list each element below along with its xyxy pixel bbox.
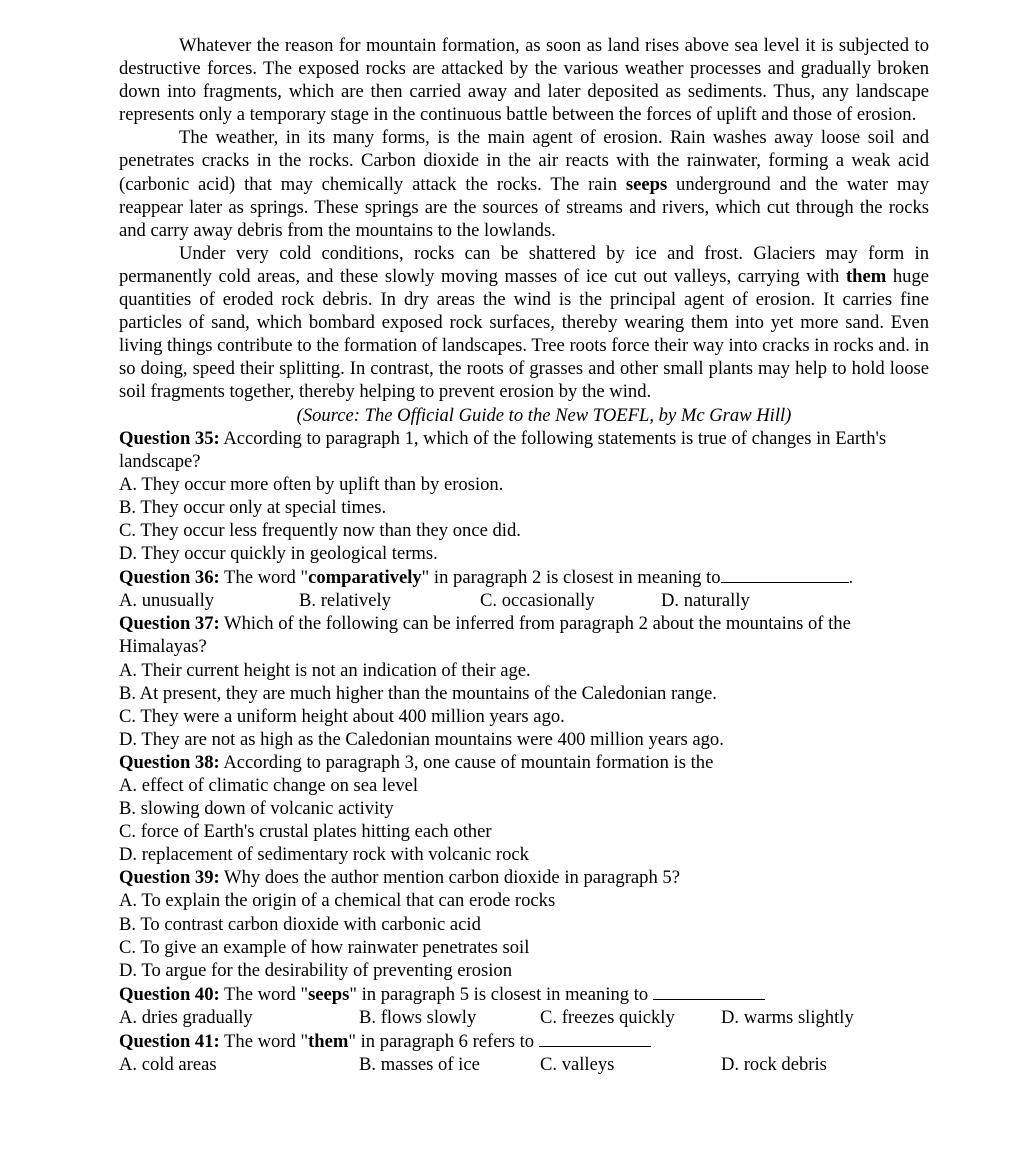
q41-option-c: C. valleys [540, 1054, 615, 1076]
keyword-them: them [845, 265, 887, 287]
paragraph-3: Under very cold conditions, rocks can be shattered by ice and frost. Glaciers may form in permanently cold areas, and these slowly moving masses of ice cut out valleys, carrying with them huge quantities of eroded rock debris. In dry areas the wind is the principal agent of erosion. It carries fine particles of sand, which bombard exposed rock surfaces, thereby wearing them into yet more sand. Even living things contribute to the formation of landscapes. Tree roots force their way into cracks in rocks and. in so doing, speed their splitting. In contrast, the roots of grasses and other small plants may help to hold loose soil fragments together, thereby helping to prevent erosion by the wind. [119, 242, 929, 403]
answer-blank [653, 982, 765, 1000]
question-36: Question 36: The word "comparatively" in paragraph 2 is closest in meaning to . [119, 567, 854, 589]
q39-option-c: C. To give an example of how rainwater penetrates soil [119, 936, 530, 958]
q36-option-b: B. relatively [299, 590, 391, 612]
q37-option-a: A. Their current height is not an indication of their age. [119, 659, 531, 681]
q39-option-a: A. To explain the origin of a chemical that can erode rocks [119, 890, 556, 912]
q40-option-c: C. freezes quickly [540, 1006, 675, 1028]
q41-option-a: A. cold areas [119, 1054, 217, 1076]
q38-option-b: B. slowing down of volcanic activity [119, 798, 394, 820]
q41-option-d: D. rock debris [721, 1054, 827, 1076]
q36-options [119, 589, 929, 612]
answer-blank [721, 565, 849, 583]
q40-options [119, 1006, 929, 1029]
question-40: Question 40: The word "seeps" in paragraph 5 is closest in meaning to [119, 982, 929, 1006]
paragraph-1: Whatever the reason for mountain formation, as soon as land rises above sea level it is subjected to destructive forces. The exposed rocks are attacked by the various weather processes and gradually broken down into fragments, which are then carried away and later deposited as sediments. Thus, any landscape represents only a temporary stage in the continuous battle between the forces of uplift and those of erosion. [119, 35, 929, 126]
q35-option-b: B. They occur only at special times. [119, 496, 387, 518]
paragraph-2: The weather, in its many forms, is the main agent of erosion. Rain washes away loose soil and penetrates cracks in the rocks. Carbon dioxide in the air reacts with the rainwater, forming a weak acid (carbonic acid) that may chemically attack the rocks. The rain seeps underground and the water may reappear later as springs. These springs are the sources of streams and rivers, which cut through the rocks and carry away debris from the mountains to the lowlands. [119, 127, 929, 241]
q38-option-c: C. force of Earth's crustal plates hitting each other [119, 821, 492, 843]
q36-option-a: A. unusually [119, 590, 215, 612]
q36-option-c: C. occasionally [480, 590, 595, 612]
q41-options [119, 1053, 929, 1076]
keyword-seeps: seeps [625, 173, 668, 195]
q40-option-d: D. warms slightly [721, 1006, 854, 1028]
q35-option-a: A. They occur more often by uplift than by erosion. [119, 473, 504, 495]
q37-option-c: C. They were a uniform height about 400 million years ago. [119, 705, 565, 727]
source-citation: (Source: The Official Guide to the New TOEFL, by Mc Graw Hill) [296, 404, 792, 426]
q40-option-a: A. dries gradually [119, 1006, 253, 1028]
q35-option-c: C. They occur less frequently now than they once did. [119, 519, 521, 541]
q39-option-b: B. To contrast carbon dioxide with carbonic acid [119, 913, 481, 935]
q38-option-d: D. replacement of sedimentary rock with volcanic rock [119, 844, 529, 866]
q40-option-b: B. flows slowly [359, 1006, 477, 1028]
answer-blank [539, 1029, 651, 1047]
question-38: Question 38: According to paragraph 3, one cause of mountain formation is the [119, 751, 714, 773]
document-page [119, 34, 929, 1076]
q35-option-d: D. They occur quickly in geological terms. [119, 543, 438, 565]
q39-option-d: D. To argue for the desirability of preventing erosion [119, 959, 513, 981]
question-41: Question 41: The word "them" in paragraph 6 refers to [119, 1029, 929, 1053]
q38-option-a: A. effect of climatic change on sea level [119, 775, 419, 796]
q41-option-b: B. masses of ice [359, 1054, 480, 1076]
question-35: Question 35: According to paragraph 1, which of the following statements is true of changes in Earth's landscape? [119, 427, 887, 472]
question-39: Question 39: Why does the author mention carbon dioxide in paragraph 5? [119, 867, 680, 889]
q37-option-d: D. They are not as high as the Caledonian mountains were 400 million years ago. [119, 728, 724, 750]
q37-option-b: B. At present, they are much higher than the mountains of the Caledonian range. [119, 682, 717, 704]
q36-option-d: D. naturally [661, 590, 750, 612]
question-37: Question 37: Which of the following can be inferred from paragraph 2 about the mountains of the Himalayas? [119, 613, 851, 658]
